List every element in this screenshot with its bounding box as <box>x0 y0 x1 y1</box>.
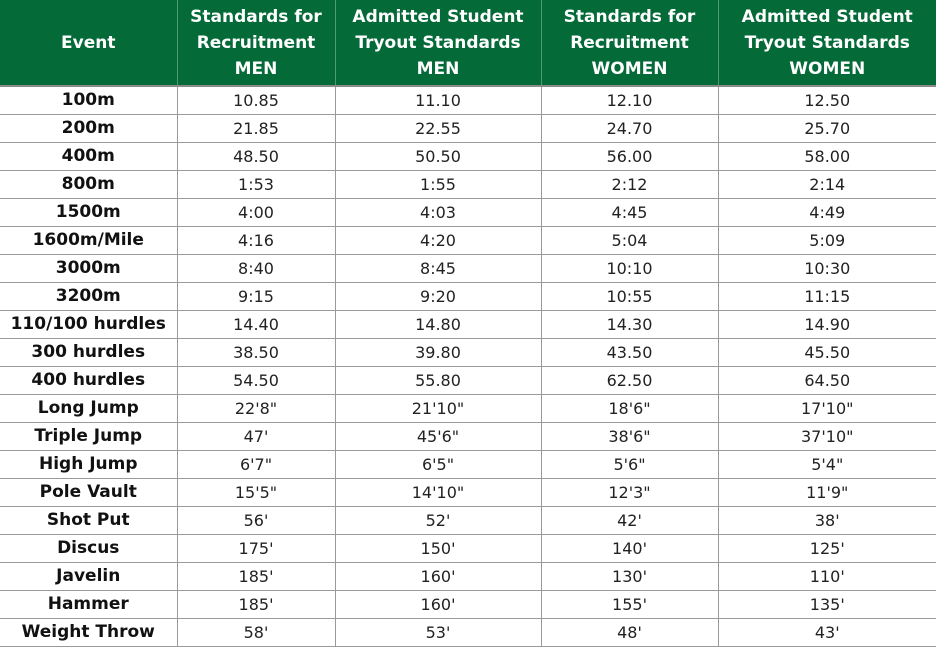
event-name-cell: 3200m <box>0 282 177 310</box>
table-row <box>0 142 936 170</box>
tryout-women-cell: 37'10" <box>718 422 936 450</box>
event-name-cell: 3000m <box>0 254 177 282</box>
tryout-women-cell: 12.50 <box>718 86 936 114</box>
recruitment-men-cell: 22'8" <box>177 394 335 422</box>
event-name-cell: 300 hurdles <box>0 338 177 366</box>
table-row <box>0 562 936 590</box>
event-name-cell: 1600m/Mile <box>0 226 177 254</box>
table-row <box>0 114 936 142</box>
table-row <box>0 450 936 478</box>
tryout-men-cell: 14'10" <box>335 478 541 506</box>
recruitment-women-cell: 14.30 <box>541 310 718 338</box>
tryout-women-cell: 110' <box>718 562 936 590</box>
table-row <box>0 506 936 534</box>
event-name-cell: Pole Vault <box>0 478 177 506</box>
tryout-men-cell: 22.55 <box>335 114 541 142</box>
recruitment-women-cell: 130' <box>541 562 718 590</box>
tryout-men-cell: 150' <box>335 534 541 562</box>
header-line: Standards for <box>563 6 696 27</box>
header-line: WOMEN <box>591 58 668 79</box>
header-line: Tryout Standards <box>355 32 521 53</box>
tryout-women-cell: 125' <box>718 534 936 562</box>
header-line: Recruitment <box>570 32 689 53</box>
header-tryout-women <box>718 0 936 86</box>
tryout-women-cell: 14.90 <box>718 310 936 338</box>
tryout-men-cell: 4:20 <box>335 226 541 254</box>
header-recruitment-women <box>541 0 718 86</box>
table-row <box>0 422 936 450</box>
recruitment-men-cell: 21.85 <box>177 114 335 142</box>
table-header <box>0 0 936 86</box>
tryout-women-cell: 45.50 <box>718 338 936 366</box>
recruitment-men-cell: 48.50 <box>177 142 335 170</box>
event-name-cell: Shot Put <box>0 506 177 534</box>
recruitment-women-cell: 4:45 <box>541 198 718 226</box>
event-name-cell: Discus <box>0 534 177 562</box>
tryout-women-cell: 17'10" <box>718 394 936 422</box>
recruitment-men-cell: 15'5" <box>177 478 335 506</box>
table-row <box>0 310 936 338</box>
recruitment-women-cell: 12.10 <box>541 86 718 114</box>
event-name-cell: 400m <box>0 142 177 170</box>
event-name-cell: 100m <box>0 86 177 114</box>
table-row <box>0 478 936 506</box>
recruitment-men-cell: 58' <box>177 618 335 646</box>
recruitment-men-cell: 185' <box>177 562 335 590</box>
recruitment-women-cell: 12'3" <box>541 478 718 506</box>
tryout-men-cell: 21'10" <box>335 394 541 422</box>
tryout-women-cell: 64.50 <box>718 366 936 394</box>
tryout-women-cell: 11'9" <box>718 478 936 506</box>
recruitment-men-cell: 54.50 <box>177 366 335 394</box>
header-line: Standards for <box>190 6 322 27</box>
header-line: Recruitment <box>196 32 316 53</box>
table-body <box>0 86 936 646</box>
event-name-cell: 800m <box>0 170 177 198</box>
tryout-men-cell: 52' <box>335 506 541 534</box>
header-event: Event <box>0 0 177 86</box>
tryout-men-cell: 55.80 <box>335 366 541 394</box>
tryout-men-cell: 11.10 <box>335 86 541 114</box>
tryout-women-cell: 38' <box>718 506 936 534</box>
tryout-men-cell: 45'6" <box>335 422 541 450</box>
table-row <box>0 226 936 254</box>
table-row <box>0 282 936 310</box>
event-name-cell: Weight Throw <box>0 618 177 646</box>
tryout-women-cell: 2:14 <box>718 170 936 198</box>
tryout-men-cell: 1:55 <box>335 170 541 198</box>
tryout-men-cell: 160' <box>335 562 541 590</box>
recruitment-men-cell: 6'7" <box>177 450 335 478</box>
table-row <box>0 366 936 394</box>
recruitment-men-cell: 1:53 <box>177 170 335 198</box>
tryout-men-cell: 8:45 <box>335 254 541 282</box>
tryout-men-cell: 14.80 <box>335 310 541 338</box>
header-recruitment-men <box>177 0 335 86</box>
recruitment-men-cell: 4:16 <box>177 226 335 254</box>
recruitment-men-cell: 9:15 <box>177 282 335 310</box>
recruitment-men-cell: 38.50 <box>177 338 335 366</box>
recruitment-men-cell: 175' <box>177 534 335 562</box>
table-row <box>0 394 936 422</box>
tryout-men-cell: 4:03 <box>335 198 541 226</box>
tryout-women-cell: 11:15 <box>718 282 936 310</box>
event-name-cell: 1500m <box>0 198 177 226</box>
tryout-women-cell: 5'4" <box>718 450 936 478</box>
table-row <box>0 198 936 226</box>
recruitment-men-cell: 185' <box>177 590 335 618</box>
table-row <box>0 618 936 646</box>
tryout-men-cell: 39.80 <box>335 338 541 366</box>
recruitment-women-cell: 140' <box>541 534 718 562</box>
tryout-women-cell: 5:09 <box>718 226 936 254</box>
recruitment-men-cell: 4:00 <box>177 198 335 226</box>
event-name-cell: 110/100 hurdles <box>0 310 177 338</box>
tryout-men-cell: 50.50 <box>335 142 541 170</box>
tryout-women-cell: 25.70 <box>718 114 936 142</box>
recruitment-men-cell: 47' <box>177 422 335 450</box>
tryout-men-cell: 160' <box>335 590 541 618</box>
recruitment-men-cell: 56' <box>177 506 335 534</box>
tryout-women-cell: 43' <box>718 618 936 646</box>
recruitment-women-cell: 2:12 <box>541 170 718 198</box>
recruitment-women-cell: 18'6" <box>541 394 718 422</box>
table-row <box>0 86 936 114</box>
table-row <box>0 534 936 562</box>
event-name-cell: Javelin <box>0 562 177 590</box>
header-line: Tryout Standards <box>744 32 910 53</box>
recruitment-women-cell: 24.70 <box>541 114 718 142</box>
recruitment-men-cell: 10.85 <box>177 86 335 114</box>
event-name-cell: High Jump <box>0 450 177 478</box>
tryout-women-cell: 4:49 <box>718 198 936 226</box>
event-name-cell: 400 hurdles <box>0 366 177 394</box>
table-row <box>0 170 936 198</box>
header-line: Admitted Student <box>352 6 524 27</box>
event-name-cell: 200m <box>0 114 177 142</box>
header-line: Admitted Student <box>741 6 913 27</box>
event-name-cell: Triple Jump <box>0 422 177 450</box>
recruitment-women-cell: 38'6" <box>541 422 718 450</box>
header-row <box>0 0 936 86</box>
table-row <box>0 338 936 366</box>
tryout-women-cell: 135' <box>718 590 936 618</box>
recruitment-women-cell: 155' <box>541 590 718 618</box>
recruitment-women-cell: 42' <box>541 506 718 534</box>
header-line: MEN <box>416 58 460 79</box>
header-line: WOMEN <box>789 58 866 79</box>
recruitment-women-cell: 62.50 <box>541 366 718 394</box>
recruitment-women-cell: 10:55 <box>541 282 718 310</box>
event-name-cell: Long Jump <box>0 394 177 422</box>
tryout-women-cell: 58.00 <box>718 142 936 170</box>
recruitment-women-cell: 48' <box>541 618 718 646</box>
tryout-women-cell: 10:30 <box>718 254 936 282</box>
table-row <box>0 254 936 282</box>
recruitment-women-cell: 5'6" <box>541 450 718 478</box>
tryout-men-cell: 53' <box>335 618 541 646</box>
recruitment-women-cell: 10:10 <box>541 254 718 282</box>
table-row <box>0 590 936 618</box>
recruitment-men-cell: 14.40 <box>177 310 335 338</box>
header-tryout-men <box>335 0 541 86</box>
event-name-cell: Hammer <box>0 590 177 618</box>
recruitment-women-cell: 43.50 <box>541 338 718 366</box>
recruitment-women-cell: 5:04 <box>541 226 718 254</box>
recruitment-women-cell: 56.00 <box>541 142 718 170</box>
header-line: MEN <box>234 58 278 79</box>
recruitment-men-cell: 8:40 <box>177 254 335 282</box>
tryout-men-cell: 6'5" <box>335 450 541 478</box>
tryout-men-cell: 9:20 <box>335 282 541 310</box>
